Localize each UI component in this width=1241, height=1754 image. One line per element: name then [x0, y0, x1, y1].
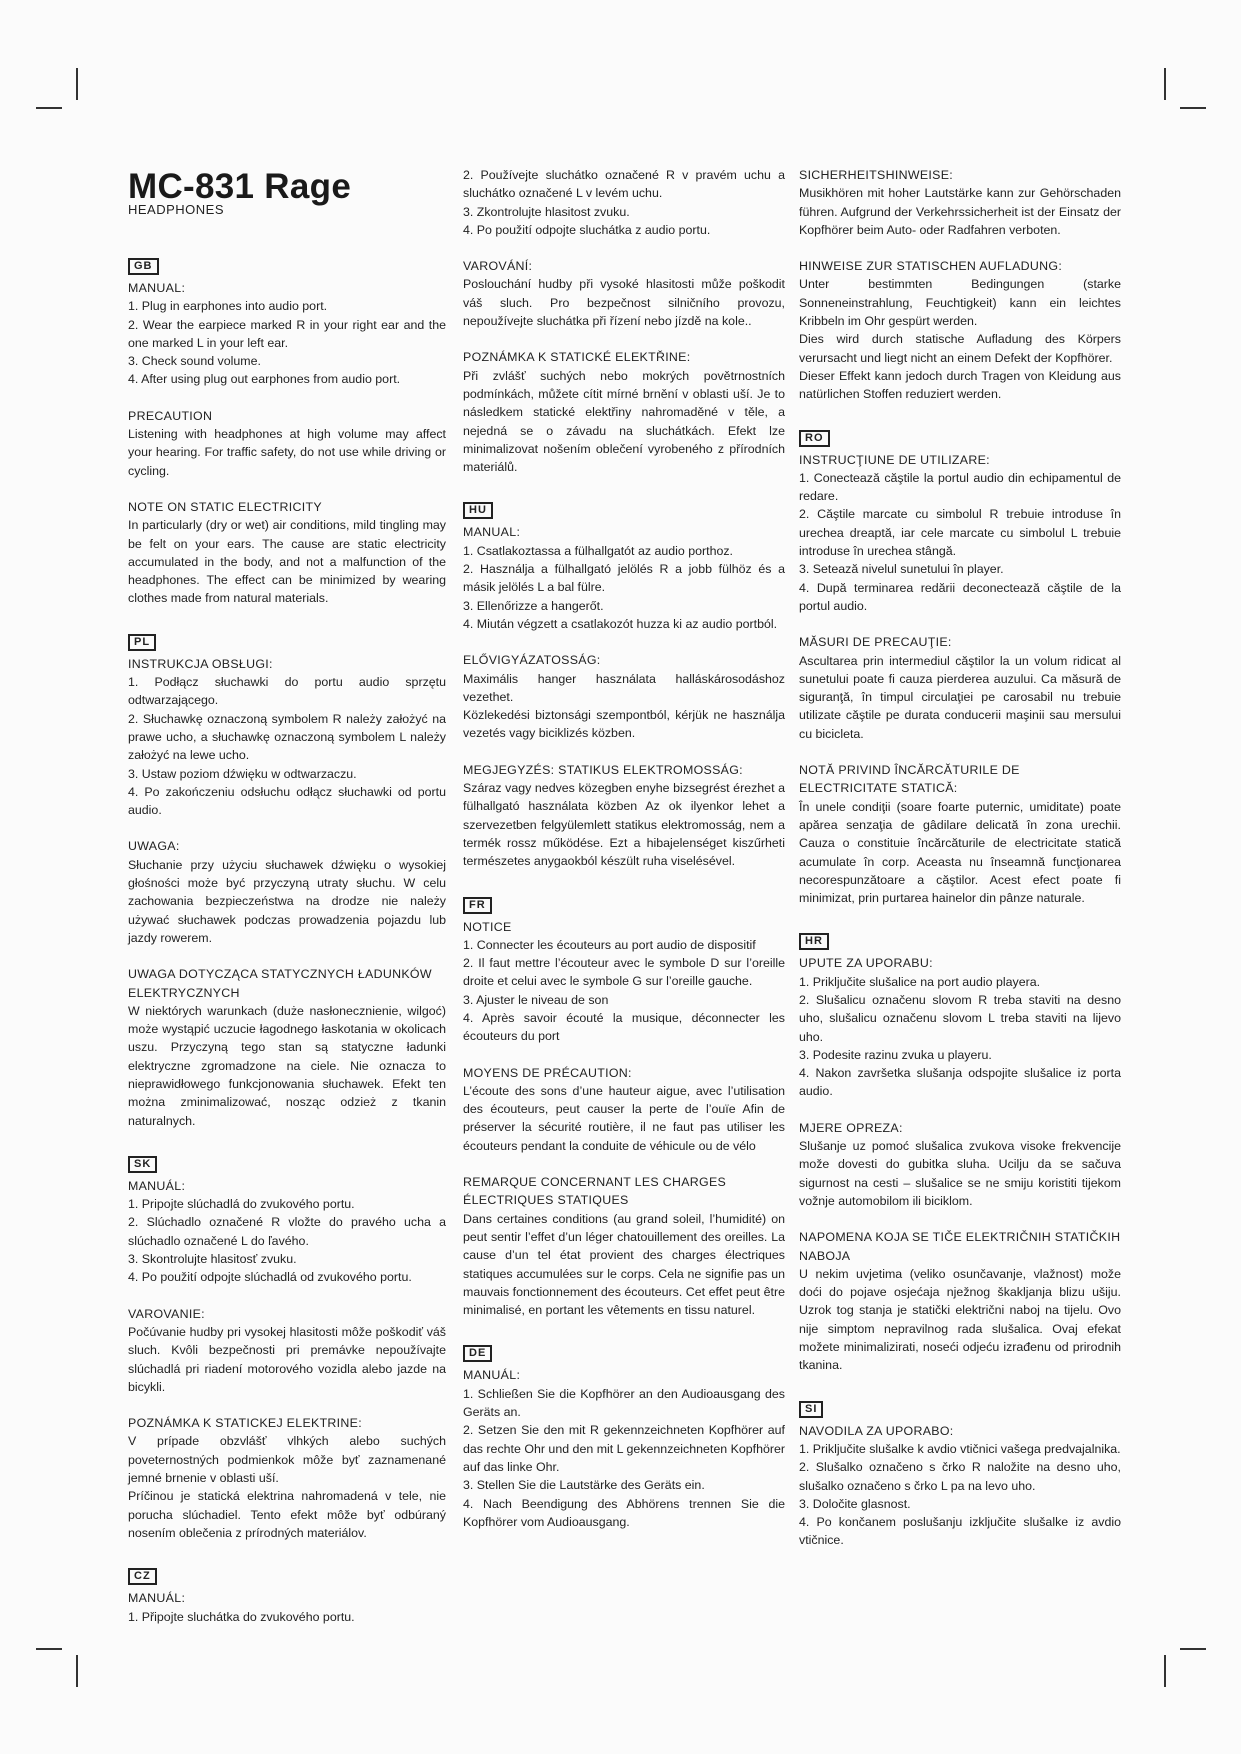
- language-block-cz: [128, 1566, 446, 1626]
- crop-mark: [1164, 68, 1166, 100]
- section-heading: MANUAL:: [463, 525, 521, 540]
- section-heading: MANUÁL:: [128, 1591, 186, 1606]
- text-line: 1. Pripojte slúchadlá do zvukového portu.: [128, 1197, 355, 1212]
- text-line: 2. Wear the earpiece marked R in your right ear and the one marked L in your left ear.: [128, 317, 446, 350]
- section: [463, 651, 785, 742]
- language-badge: CZ: [128, 1568, 157, 1585]
- text-line: 4. Après savoir écouté la musique, déconnecter les écouteurs du port: [463, 1010, 785, 1044]
- text-line: 1. Připojte sluchátka do zvukového portu.: [128, 1609, 355, 1624]
- language-badge: PL: [128, 634, 156, 651]
- text-line: Słuchanie przy użyciu słuchawek dźwięku o wysokiej głośności może być przyczyną utraty słuchu. W celu zachowania bezpieczeństwa na drodze nie należy używać słuchawek podczas prowadzenia pojazdu lub jazdy rowerem.: [128, 857, 446, 945]
- section-heading: MOYENS DE PRÉCAUTION:: [463, 1065, 632, 1080]
- text-line: Maximális hanger használata halláskárosodáshoz vezethet.: [463, 671, 785, 704]
- section-heading: NOTICE: [463, 919, 512, 934]
- text-line: Při zvlášť suchých nebo mokrých povětrnostních podmínkách, můžete cítit mírné brnění v oblasti uší. Je to následkem statické elektřiny nahromaděné v těle, a nejedná se o závadu na sluchátkách. Efekt lze minimalizovat nošením oblečení vyrobeného z přírodních materiálů.: [463, 368, 785, 475]
- text-line: 4. After using plug out earphones from audio port.: [128, 372, 401, 387]
- language-badge: GB: [128, 258, 159, 275]
- text-line: U nekim uvjetima (veliko osunčavanje, vlažnost) može doći do pojave osjećaja nježnog škakljanja blizu ušiju. Uzrok tog stanja je statički električni naboj na tijelu. Ovo nije simptom nepravilnog rada slušalica. Ovaj efekat možete minimalizirati, noseći odjeću izrađenu od prirodnih tkanina.: [799, 1266, 1121, 1373]
- text-line: 4. După terminarea redării deconectează căştile de la portul audio.: [799, 580, 1121, 613]
- section: [463, 1173, 785, 1319]
- section: [128, 965, 446, 1130]
- section-heading: MANUAL:: [128, 281, 186, 295]
- section: [128, 655, 446, 820]
- product-title: MC-831 Rage: [128, 167, 352, 206]
- language-badge: RO: [799, 430, 830, 447]
- text-line: 3. Zkontrolujte hlasitost zvuku.: [463, 204, 630, 219]
- section-heading: NAPOMENA KOJA SE TIČE ELEKTRIČNIH STATIČKIH NABOJA: [799, 1230, 1121, 1263]
- language-block-ro: [799, 428, 1121, 908]
- section-heading: UWAGA:: [128, 839, 180, 854]
- language-block-pl: [128, 632, 446, 1130]
- section: [128, 1177, 446, 1287]
- section-heading: HINWEISE ZUR STATISCHEN AUFLADUNG:: [799, 259, 1063, 274]
- section: [128, 1589, 446, 1626]
- text-line: 3. Ajuster le niveau de son: [463, 992, 609, 1007]
- section: [799, 954, 1121, 1100]
- crop-mark: [36, 107, 62, 109]
- section: [463, 918, 785, 1046]
- section-heading: POZNÁMKA K STATICKEJ ELEKTRINE:: [128, 1416, 362, 1431]
- title-block: [128, 168, 446, 218]
- text-line: Slušanje uz pomoć slušalica zvukova visoke frekvencije može dovesti do gubitka sluha. Ucilju da se sačuva sigurnost na cesti – slušalice se ne smiju koristiti tijekom vožnje automobilom ili biciklom.: [799, 1139, 1121, 1208]
- text-line: 3. Skontrolujte hlasitosť zvuku.: [128, 1252, 297, 1267]
- section-heading: NAVODILA ZA UPORABO:: [799, 1423, 954, 1438]
- section-heading: PRECAUTION: [128, 408, 213, 423]
- language-badge: HU: [463, 502, 493, 519]
- text-line: Dieser Effekt kann jedoch durch Tragen von Kleidung aus natürlichen Stoffen reduziert werden.: [799, 368, 1121, 402]
- section-heading: NOTĂ PRIVIND ÎNCĂRCĂTURILE DE ELECTRICITATE STATICĂ:: [799, 763, 1020, 796]
- text-line: 3. Ustaw poziom dźwięku w odtwarzaczu.: [128, 766, 357, 781]
- language-block-continued: [463, 166, 785, 476]
- text-line: W niektórych warunkach (duże nasłonecznienie, wilgoć) może wystąpić uczucie łagodnego łaskotania w okolicach uszu. Przyczyną tego stan są statyczne ładunki elektryczne zgromadzone na ciele. Nie oznacza to nieprawidłowego funkcjonowania słuchawek. Efekt ten można zminimalizować, nosząc odzież z tkanin naturalnych.: [128, 1003, 446, 1128]
- text-line: 3. Podesite razinu zvuka u playeru.: [799, 1047, 992, 1062]
- text-line: 3. Check sound volume.: [128, 354, 261, 369]
- text-line: 4. Po použití odpojte slúchadlá od zvukového portu.: [128, 1270, 412, 1285]
- crop-mark: [1180, 1648, 1206, 1650]
- section: [799, 633, 1121, 743]
- product-subtitle: HEADPHONES: [128, 202, 225, 217]
- column-1: [128, 166, 446, 1626]
- section-heading: POZNÁMKA K STATICKÉ ELEKTŘINE:: [463, 350, 691, 365]
- language-block-fr: [463, 895, 785, 1320]
- section: [799, 166, 1121, 239]
- section: [128, 498, 446, 608]
- section-heading: MANUÁL:: [463, 1368, 521, 1383]
- text-line: Ascultarea prin intermediul căştilor la un volum ridicat al sunetului poate fi cauza pierderea auzului. Ca măsură de siguranţă, în timpul circulaţiei pe carosabil nu trebuie utilizate căştile pe durata conducerii maşinii sau mersului cu bicicleta.: [799, 653, 1121, 741]
- text-line: 2. Słuchawkę oznaczoną symbolem R należy założyć na prawe ucho, a słuchawkę oznaczoną symbolem L należy założyć na lewe ucho.: [128, 711, 446, 763]
- text-line: 4. Nach Beendigung des Abhörens trennen Sie die Kopfhörer vom Audioausgang.: [463, 1496, 785, 1529]
- text-line: Príčinou je statická elektrina nahromadená v tele, nie porucha slúchadiel. Tento efekt môže byť odbúraný nosením oblečenia z prírodných materiálov.: [128, 1489, 446, 1540]
- section-heading: VAROVANIE:: [128, 1306, 205, 1321]
- section-heading: MĂSURI DE PRECAUŢIE:: [799, 635, 952, 650]
- text-line: 3. Ellenőrizze a hangerőt.: [463, 598, 604, 613]
- section: [128, 1414, 446, 1542]
- text-line: 4. Nakon završetka slušanja odspojite slušalice iz porta audio.: [799, 1066, 1121, 1099]
- section-heading: MEGJEGYZÉS: STATIKUS ELEKTROMOSSÁG:: [463, 762, 743, 777]
- language-badge: DE: [463, 1345, 492, 1362]
- text-line: Dies wird durch statische Aufladung des Körpers verursacht und liegt nicht an einem Defekt der Kopfhörer.: [799, 332, 1121, 365]
- language-block-si: [799, 1399, 1121, 1550]
- section-heading: SICHERHEITSHINWEISE:: [799, 168, 954, 182]
- text-line: 2. Slušalicu označenu slovom R treba staviti na desno uho, slušalicu označenu slovom L treba staviti na lijevo uho.: [799, 992, 1121, 1044]
- section-heading: UPUTE ZA UPORABU:: [799, 956, 933, 971]
- crop-mark: [76, 1655, 78, 1687]
- text-line: Počúvanie hudby pri vysokej hlasitosti môže poškodiť váš sluch. Kvôli bezpečnosti pri premávke nepoužívajte slúchadlá pri riadení motorového vozidla alebo jazde na bicykli.: [128, 1324, 446, 1394]
- section-heading: MJERE OPREZA:: [799, 1120, 903, 1135]
- text-line: V prípade obzvlášť vlhkých alebo suchých poveternostných podmienkok môže byť zaznamenané jemné brnenie v oblasti uší.: [128, 1434, 446, 1486]
- text-line: 2. Slušalko označeno s črko R naložite na desno uho, slušalko označeno s črko L pa na levo uho.: [799, 1460, 1121, 1493]
- section: [128, 407, 446, 480]
- text-line: Musikhören mit hoher Lautstärke kann zur Gehörschaden führen. Aufgrund der Verkehrssicherheit ist der Einsatz der Kopfhörer beim Auto- oder Radfahren verboten.: [799, 186, 1121, 237]
- language-block-gb: [128, 256, 446, 608]
- crop-mark: [1180, 107, 1206, 109]
- text-line: În unele condiţii (soare foarte puternic, umiditate) poate apărea senzaţia de gâdilare delicată în zona urechii. Cauza o constituie încărcăturile de electricitate statică acumulate în corp. Aceasta nu înseamnă funcţionarea necorespunzătoare a căştilor. Acest efect poate fi minimizat, prin purtarea hainelor din pânze naturale.: [799, 799, 1121, 906]
- section-heading: INSTRUCŢIUNE DE UTILIZARE:: [799, 452, 990, 467]
- section-heading: UWAGA DOTYCZĄCA STATYCZNYCH ŁADUNKÓW ELEKTRYCZNYCH: [128, 967, 432, 1000]
- text-line: Listening with headphones at high volume may affect your hearing. For traffic safety, do not use while driving or cycling.: [128, 427, 446, 478]
- text-line: 1. Conectează căştile la portul audio din echipamentul de redare.: [799, 470, 1121, 504]
- section: [463, 523, 785, 633]
- text-line: 2. Căştile marcate cu simbolul R trebuie introduse în urechea dreaptă, iar cele marcate cu simbolul L trebuie introduse în urechea stângă.: [799, 507, 1121, 559]
- language-block-hu: [463, 500, 785, 870]
- language-badge: HR: [799, 933, 829, 950]
- text-line: 2. Il faut mettre l’écouteur avec le symbole D sur l’oreille droite et celui avec le symbole G sur l’oreille gauche.: [463, 956, 785, 989]
- section: [463, 761, 785, 871]
- language-block-hr: [799, 931, 1121, 1374]
- text-line: Száraz vagy nedves közegben enyhe bizsegrést érezhet a fülhallgató használata közben Az ok ilyenkor lehet a szervezetben felgyülemlett statikus elektromosság, nem a termék rossz működése. Ezt a hibajelenséget kiszűrheti természetes anygaokból készült ruha viselésével.: [463, 781, 785, 869]
- section: [463, 166, 785, 239]
- text-line: 3. Stellen Sie die Lautstärke des Geräts ein.: [463, 1478, 705, 1493]
- section: [463, 348, 785, 476]
- text-line: 2. Slúchadlo označené R vložte do pravého ucha a slúchadlo označené L do ľavého.: [128, 1215, 446, 1248]
- language-block-sk: [128, 1154, 446, 1542]
- text-line: 4. Miután végzett a csatlakozót huzza ki az audio portból.: [463, 616, 778, 631]
- section: [799, 257, 1121, 403]
- text-line: 1. Connecter les écouteurs au port audio de dispositif: [463, 937, 756, 952]
- language-badge: FR: [463, 897, 492, 914]
- crop-mark: [36, 1648, 62, 1650]
- text-line: In particularly (dry or wet) air conditions, mild tingling may be felt on your ears. The cause are static electricity accumulated in the body, and not a malfunction of the headphones. The effect can be minimized by wearing clothes made from natural materials.: [128, 518, 446, 606]
- text-line: 4. Po použití odpojte sluchátka z audio portu.: [463, 222, 711, 237]
- text-line: 1. Priključite slušalice na port audio playera.: [799, 974, 1041, 989]
- text-line: L’écoute des sons d’une hauteur aigue, avec l’utilisation des écouteurs, peut causer la perte de l’ouïe Afin de préserver la sécurité routière, il ne faut pas utiliser les écouteurs pendant la conduite de véhicule ou de vélo: [463, 1083, 785, 1153]
- text-line: Unter bestimmten Bedingungen (starke Sonneneinstrahlung, Feuchtigkeit) kann ein leichtes Kribbeln im Ohr gespürt werden.: [799, 277, 1121, 329]
- language-badge: SK: [128, 1156, 157, 1173]
- language-block-continued: [799, 166, 1121, 404]
- section: [799, 761, 1121, 907]
- section-heading: NOTE ON STATIC ELECTRICITY: [128, 499, 322, 514]
- section: [463, 1366, 785, 1531]
- section: [799, 1228, 1121, 1374]
- section: [799, 1422, 1121, 1550]
- section: [463, 1064, 785, 1155]
- text-line: 1. Csatlakoztassa a fülhallgatót az audio porthoz.: [463, 543, 734, 558]
- text-line: 1. Podłącz słuchawki do portu audio sprzętu odtwarzającego.: [128, 675, 446, 708]
- language-block-de: [463, 1343, 785, 1531]
- text-line: 1. Priključite slušalke k avdio vtičnici vašega predvajalnika.: [799, 1441, 1121, 1456]
- text-line: 2. Používejte sluchátko označené R v pravém uchu a sluchátko označené L v levém uchu.: [463, 168, 785, 201]
- section-heading: INSTRUKCJA OBSŁUGI:: [128, 656, 273, 671]
- language-badge: SI: [799, 1401, 823, 1418]
- section-heading: MANUÁL:: [128, 1178, 186, 1193]
- text-line: Dans certaines conditions (au grand soleil, l’humidité) on peut sentir l’effet d’un léger chatouillement des oreilles. La cause d’un tel état provient des charges électriques statiques accumulées sur le corps. Cela ne signifie pas un mauvais fonctionnement des écouteurs. Cet effet peut être minimalisé, en portant les vêtements en tissu naturel.: [463, 1211, 785, 1318]
- section: [128, 279, 446, 389]
- crop-mark: [1164, 1655, 1166, 1687]
- text-line: 4. Po zakończeniu odsłuchu odłącz słuchawki od portu audio.: [128, 784, 446, 818]
- section: [463, 257, 785, 330]
- text-line: Közlekedési biztonsági szempontból, kérjük ne használja vezetés vagy biciklizés közben.: [463, 708, 785, 741]
- section: [799, 451, 1121, 616]
- text-line: 1. Plug in earphones into audio port.: [128, 299, 328, 314]
- section: [128, 1305, 446, 1396]
- text-line: Poslouchání hudby při vysoké hlasitosti může poškodit váš sluch. Pro bezpečnost silničního provozu, nepoužívejte sluchátka při řízení nebo jízdě na kole..: [463, 277, 785, 329]
- crop-mark: [76, 68, 78, 100]
- section-heading: VAROVÁNÍ:: [463, 259, 533, 274]
- text-line: 1. Schließen Sie die Kopfhörer an den Audioausgang des Geräts an.: [463, 1386, 785, 1420]
- text-line: 2. Használja a fülhallgató jelölés R a jobb fülhöz és a másik jelölés L a bal fülre.: [463, 562, 785, 595]
- section-heading: ELŐVIGYÁZATOSSÁG:: [463, 653, 601, 668]
- text-line: 2. Setzen Sie den mit R gekennzeichneten Kopfhörer auf das rechte Ohr und den mit L gekennzeichneten Kopfhörer auf das linke Ohr.: [463, 1423, 785, 1474]
- column-2: [463, 166, 785, 1531]
- text-line: 3. Določite glasnost.: [799, 1496, 911, 1511]
- section-heading: REMARQUE CONCERNANT LES CHARGES ÉLECTRIQUES STATIQUES: [463, 1175, 727, 1208]
- column-3: [799, 166, 1121, 1550]
- text-line: 3. Setează nivelul sunetului în player.: [799, 562, 1004, 577]
- section: [799, 1119, 1121, 1210]
- text-line: 4. Po končanem poslušanju izključite slušalke iz avdio vtičnice.: [799, 1515, 1121, 1548]
- section: [128, 837, 446, 947]
